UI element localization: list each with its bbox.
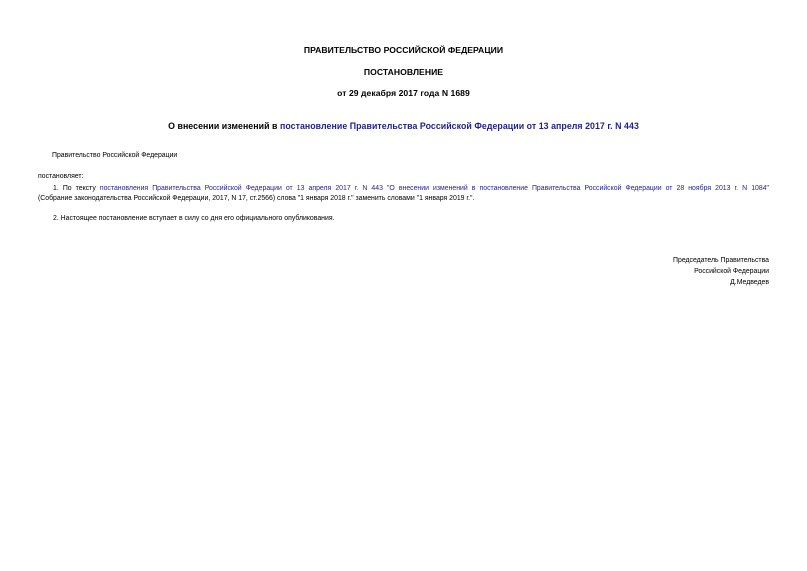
preamble-text: Правительство Российской Федерации	[52, 152, 178, 159]
title-amended-act-link[interactable]: постановление Правительства Российской Федерации от 13 апреля 2017 г. N 443	[279, 121, 639, 131]
signature-position-line-2: Российской Федерации	[694, 268, 769, 275]
item-2: 2. Настоящее постановление вступает в силу со дня его официального опубликования.	[53, 215, 335, 222]
signature-name: Д.Медведев	[730, 279, 769, 286]
item-1-prefix: 1. По тексту	[53, 185, 100, 192]
title-prefix: О внесении изменений в	[168, 121, 280, 131]
item-1-act-link[interactable]: постановления Правительства Российской Федерации от 13 апреля 2017 г. N 443 "О внесении изменений в постановление Правительства Российской Федерации от 28 ноября 2013 г. N 1084"	[99, 185, 769, 192]
signature-block	[673, 255, 769, 288]
item-1-continuation: (Собрание законодательства Российской Федерации, 2017, N 17, ст.2566) слова "1 января 2018 г." заменить словами "1 января 2019 г.".	[38, 195, 475, 202]
item-1-first-line	[53, 184, 769, 193]
resolves-text: постановляет:	[38, 173, 84, 180]
document-type: ПОСТАНОВЛЕНИЕ	[363, 67, 444, 77]
issuing-authority: ПРАВИТЕЛЬСТВО РОССИЙСКОЙ ФЕДЕРАЦИИ	[303, 45, 504, 55]
signature-position-line-1: Председатель Правительства	[673, 257, 769, 264]
document-date-number: от 29 декабря 2017 года N 1689	[337, 88, 470, 98]
document-title	[0, 121, 807, 131]
